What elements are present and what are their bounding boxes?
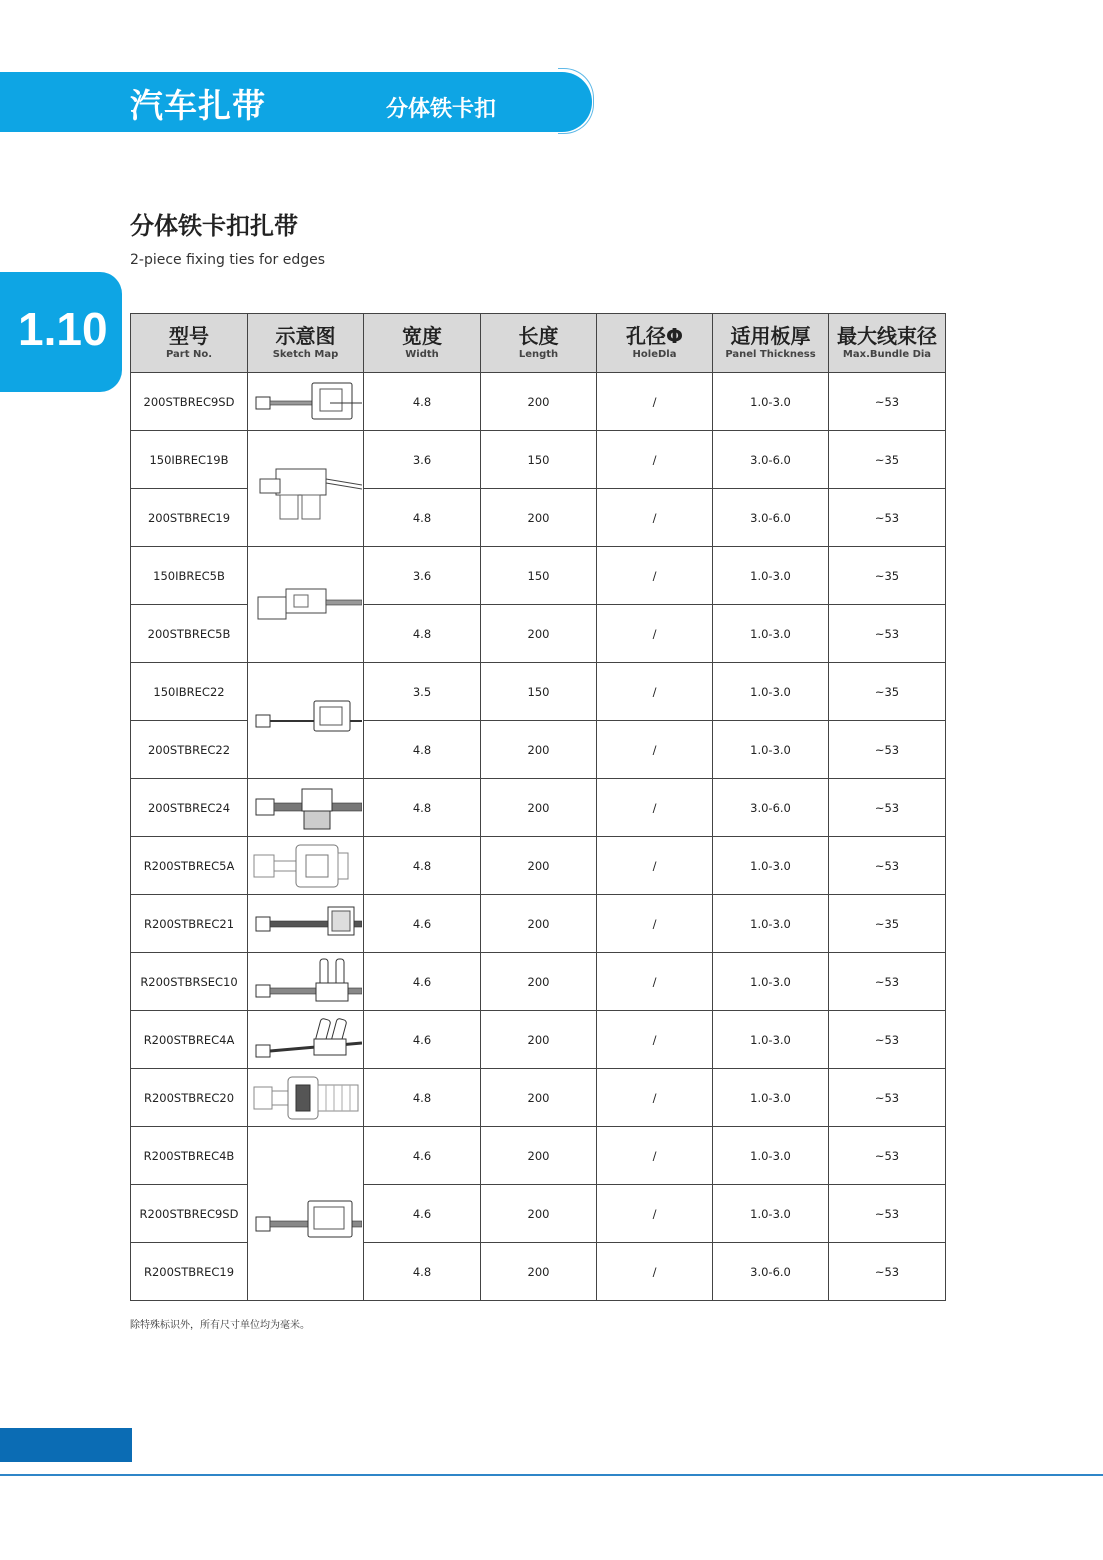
part-no-cell: 200STBREC22 xyxy=(131,721,248,779)
part-no-cell: R200STBREC20 xyxy=(131,1069,248,1127)
hole-dia-cell: / xyxy=(597,779,713,837)
width-cell: 4.6 xyxy=(364,953,481,1011)
tie-sketch-image xyxy=(250,439,362,539)
col-header-length: 长度 Length xyxy=(481,314,597,373)
tie-sketch-image xyxy=(250,781,362,835)
hole-dia-cell: / xyxy=(597,895,713,953)
max-bundle-dia-cell: ~53 xyxy=(829,373,946,431)
hole-dia-cell: / xyxy=(597,721,713,779)
table-row xyxy=(131,837,946,895)
max-bundle-dia-cell: ~53 xyxy=(829,1243,946,1301)
sketch-cell xyxy=(248,1127,364,1301)
footer-rule xyxy=(0,1474,1103,1476)
width-cell: 4.8 xyxy=(364,779,481,837)
width-cell: 4.8 xyxy=(364,605,481,663)
footer-accent-bar xyxy=(0,1428,132,1462)
panel-thickness-cell: 1.0-3.0 xyxy=(713,373,829,431)
sketch-cell xyxy=(248,779,364,837)
max-bundle-dia-cell: ~53 xyxy=(829,605,946,663)
tie-sketch-image xyxy=(250,1013,362,1067)
part-no-cell: 150IBREC22 xyxy=(131,663,248,721)
part-no-cell: R200STBREC4B xyxy=(131,1127,248,1185)
length-cell: 200 xyxy=(481,895,597,953)
table-row xyxy=(131,1127,946,1185)
max-bundle-dia-cell: ~53 xyxy=(829,1127,946,1185)
panel-thickness-cell: 3.0-6.0 xyxy=(713,431,829,489)
length-cell: 200 xyxy=(481,605,597,663)
header-subtitle: 分体铁卡扣 xyxy=(386,97,497,122)
panel-thickness-cell: 1.0-3.0 xyxy=(713,605,829,663)
sketch-cell xyxy=(248,837,364,895)
max-bundle-dia-cell: ~53 xyxy=(829,953,946,1011)
length-cell: 200 xyxy=(481,837,597,895)
hole-dia-cell: / xyxy=(597,837,713,895)
table-row xyxy=(131,663,946,721)
length-cell: 200 xyxy=(481,1243,597,1301)
width-cell: 4.8 xyxy=(364,373,481,431)
tie-sketch-image xyxy=(250,1139,362,1289)
section-number: 1.10 xyxy=(18,303,108,355)
panel-thickness-cell: 1.0-3.0 xyxy=(713,721,829,779)
part-no-cell: R200STBREC19 xyxy=(131,1243,248,1301)
col-header-part-no: 型号 Part No. xyxy=(131,314,248,373)
hole-dia-cell: / xyxy=(597,1069,713,1127)
part-no-cell: 200STBREC5B xyxy=(131,605,248,663)
panel-thickness-cell: 1.0-3.0 xyxy=(713,1127,829,1185)
panel-thickness-cell: 1.0-3.0 xyxy=(713,663,829,721)
table-row xyxy=(131,953,946,1011)
part-no-cell: 150IBREC19B xyxy=(131,431,248,489)
panel-thickness-cell: 1.0-3.0 xyxy=(713,1185,829,1243)
panel-thickness-cell: 1.0-3.0 xyxy=(713,1011,829,1069)
panel-thickness-cell: 1.0-3.0 xyxy=(713,953,829,1011)
width-cell: 3.5 xyxy=(364,663,481,721)
length-cell: 150 xyxy=(481,547,597,605)
page-subtitle: 2-piece fixing ties for edges xyxy=(130,252,326,268)
tie-sketch-image xyxy=(250,555,362,655)
col-header-hole-dia: 孔径Φ HoleDla xyxy=(597,314,713,373)
sketch-cell xyxy=(248,953,364,1011)
part-no-cell: 150IBREC5B xyxy=(131,547,248,605)
panel-thickness-cell: 3.0-6.0 xyxy=(713,1243,829,1301)
max-bundle-dia-cell: ~53 xyxy=(829,489,946,547)
part-no-cell: 200STBREC9SD xyxy=(131,373,248,431)
max-bundle-dia-cell: ~53 xyxy=(829,1185,946,1243)
table-row xyxy=(131,373,946,431)
length-cell: 200 xyxy=(481,1069,597,1127)
length-cell: 200 xyxy=(481,489,597,547)
tie-sketch-image xyxy=(250,897,362,951)
hole-dia-cell: / xyxy=(597,953,713,1011)
width-cell: 4.8 xyxy=(364,837,481,895)
part-no-cell: R200STBRSEC10 xyxy=(131,953,248,1011)
tie-sketch-image xyxy=(250,955,362,1009)
sketch-cell xyxy=(248,431,364,547)
width-cell: 4.6 xyxy=(364,895,481,953)
length-cell: 200 xyxy=(481,1011,597,1069)
tie-sketch-image xyxy=(250,375,362,429)
width-cell: 4.8 xyxy=(364,489,481,547)
length-cell: 200 xyxy=(481,779,597,837)
length-cell: 200 xyxy=(481,721,597,779)
part-no-cell: 200STBREC19 xyxy=(131,489,248,547)
col-header-panel-thickness: 适用板厚 Panel Thickness xyxy=(713,314,829,373)
footnote: 除特殊标识外，所有尺寸单位均为毫米。 xyxy=(130,1320,310,1331)
header-banner-outline xyxy=(558,68,594,134)
hole-dia-cell: / xyxy=(597,373,713,431)
hole-dia-cell: / xyxy=(597,489,713,547)
hole-dia-cell: / xyxy=(597,431,713,489)
width-cell: 4.8 xyxy=(364,1069,481,1127)
hole-dia-cell: / xyxy=(597,1011,713,1069)
page-title: 分体铁卡扣扎带 xyxy=(130,212,298,240)
length-cell: 200 xyxy=(481,1127,597,1185)
width-cell: 4.6 xyxy=(364,1011,481,1069)
col-header-sketch-map: 示意图 Sketch Map xyxy=(248,314,364,373)
max-bundle-dia-cell: ~53 xyxy=(829,1069,946,1127)
width-cell: 4.8 xyxy=(364,721,481,779)
part-no-cell: R200STBREC5A xyxy=(131,837,248,895)
table-row xyxy=(131,1069,946,1127)
col-header-width: 宽度 Width xyxy=(364,314,481,373)
tie-sketch-image xyxy=(250,1071,362,1125)
panel-thickness-cell: 1.0-3.0 xyxy=(713,837,829,895)
header-title: 汽车扎带 xyxy=(130,86,266,125)
max-bundle-dia-cell: ~53 xyxy=(829,779,946,837)
table-row xyxy=(131,895,946,953)
hole-dia-cell: / xyxy=(597,1243,713,1301)
panel-thickness-cell: 1.0-3.0 xyxy=(713,895,829,953)
header-banner xyxy=(0,72,592,132)
sketch-cell xyxy=(248,1011,364,1069)
hole-dia-cell: / xyxy=(597,663,713,721)
sketch-cell xyxy=(248,373,364,431)
max-bundle-dia-cell: ~35 xyxy=(829,547,946,605)
table-row xyxy=(131,779,946,837)
table-row xyxy=(131,1011,946,1069)
part-no-cell: R200STBREC4A xyxy=(131,1011,248,1069)
sketch-cell xyxy=(248,663,364,779)
hole-dia-cell: / xyxy=(597,1127,713,1185)
panel-thickness-cell: 1.0-3.0 xyxy=(713,547,829,605)
max-bundle-dia-cell: ~53 xyxy=(829,1011,946,1069)
table-row xyxy=(131,547,946,605)
panel-thickness-cell: 3.0-6.0 xyxy=(713,779,829,837)
length-cell: 150 xyxy=(481,663,597,721)
table-row xyxy=(131,431,946,489)
part-no-cell: R200STBREC21 xyxy=(131,895,248,953)
width-cell: 3.6 xyxy=(364,547,481,605)
panel-thickness-cell: 3.0-6.0 xyxy=(713,489,829,547)
length-cell: 200 xyxy=(481,373,597,431)
width-cell: 3.6 xyxy=(364,431,481,489)
max-bundle-dia-cell: ~35 xyxy=(829,431,946,489)
length-cell: 150 xyxy=(481,431,597,489)
spec-table xyxy=(130,313,946,1301)
width-cell: 4.6 xyxy=(364,1127,481,1185)
col-header-max-bundle-dia: 最大线束径 Max.Bundle Dia xyxy=(829,314,946,373)
width-cell: 4.6 xyxy=(364,1185,481,1243)
length-cell: 200 xyxy=(481,1185,597,1243)
table-header-row xyxy=(131,314,946,373)
panel-thickness-cell: 1.0-3.0 xyxy=(713,1069,829,1127)
max-bundle-dia-cell: ~53 xyxy=(829,837,946,895)
hole-dia-cell: / xyxy=(597,605,713,663)
sketch-cell xyxy=(248,895,364,953)
hole-dia-cell: / xyxy=(597,1185,713,1243)
tie-sketch-image xyxy=(250,839,362,893)
part-no-cell: 200STBREC24 xyxy=(131,779,248,837)
max-bundle-dia-cell: ~53 xyxy=(829,721,946,779)
width-cell: 4.8 xyxy=(364,1243,481,1301)
length-cell: 200 xyxy=(481,953,597,1011)
max-bundle-dia-cell: ~35 xyxy=(829,895,946,953)
max-bundle-dia-cell: ~35 xyxy=(829,663,946,721)
part-no-cell: R200STBREC9SD xyxy=(131,1185,248,1243)
sketch-cell xyxy=(248,1069,364,1127)
hole-dia-cell: / xyxy=(597,547,713,605)
sketch-cell xyxy=(248,547,364,663)
tie-sketch-image xyxy=(250,671,362,771)
